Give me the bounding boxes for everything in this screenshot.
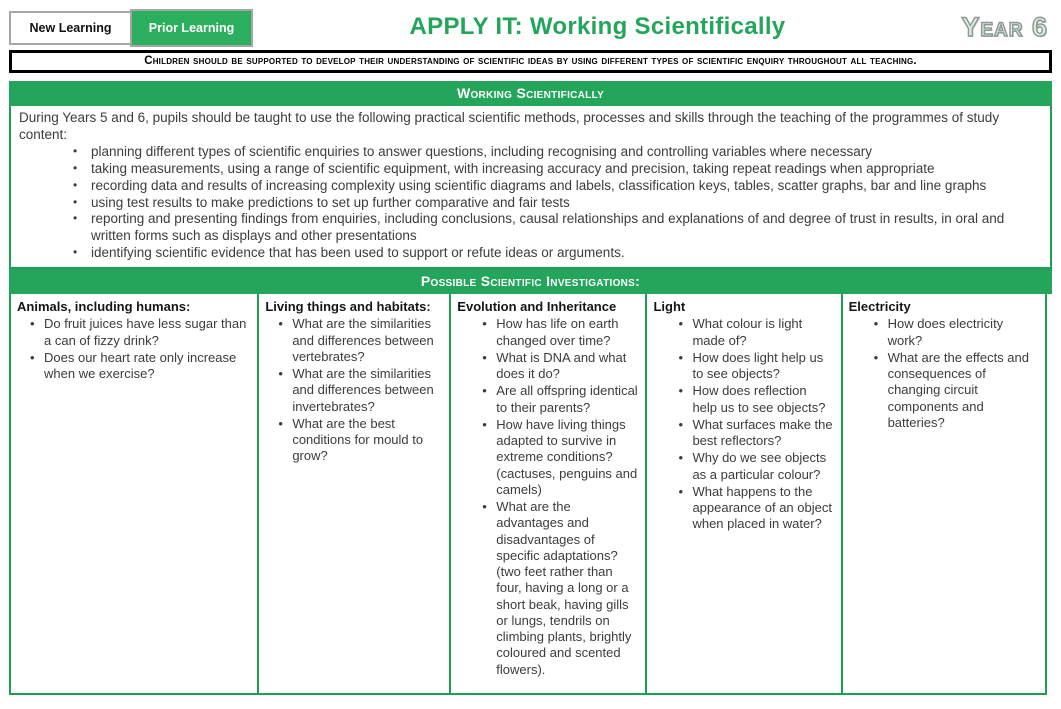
tab-prior-learning[interactable]: Prior Learning <box>130 9 253 47</box>
question-item: • Why do we see objects as a particular colour? <box>681 450 834 483</box>
question-item: • Do fruit juices have less sugar than a can of fizzy drink? <box>33 316 251 349</box>
question-item: • What happens to the appearance of an object when placed in water? <box>681 484 834 533</box>
question-item: • What are the similarities and differences between invertebrates? <box>281 366 443 415</box>
column-question-list <box>457 316 639 678</box>
investigations-heading: Possible Scientific Investigations: <box>9 269 1052 294</box>
working-scientifically-section <box>9 81 1052 269</box>
column-animals-including-humans <box>9 294 259 695</box>
column-question-list <box>265 316 443 464</box>
investigations-table <box>9 294 1052 695</box>
ws-bullet-list <box>19 144 1042 261</box>
statement-banner: Children should be supported to develop their understanding of scientific ideas by using different types of scientific enquiry throughout all teaching. <box>9 50 1052 73</box>
question-item: • How does light help us to see objects? <box>681 350 834 383</box>
question-item: • What are the best conditions for mould to grow? <box>281 416 443 465</box>
column-title: Light <box>653 299 686 314</box>
column-question-list <box>17 316 251 382</box>
ws-bullet: • identifying scientific evidence that has been used to support or refute ideas or arguments. <box>79 245 1042 262</box>
header <box>9 8 1052 48</box>
question-item: • How have living things adapted to survive in extreme conditions? (cactuses, penguins and camels) <box>485 417 639 498</box>
column-question-list <box>653 316 834 532</box>
working-scientifically-body <box>9 106 1052 269</box>
question-item: • How does electricity work? <box>877 316 1040 349</box>
column-light <box>645 294 842 695</box>
question-item: • How has life on earth changed over time? <box>485 316 639 349</box>
question-item: • What is DNA and what does it do? <box>485 350 639 383</box>
column-question-list <box>849 316 1040 431</box>
question-item: • What are the advantages and disadvantages of specific adaptations? (two feet rather than four, having a long or a short beak, having gills or lungs, tendrils on climbing plants, brightly coloured and scented flowers). <box>485 499 639 678</box>
question-item: • Does our heart rate only increase when we exercise? <box>33 350 251 383</box>
year-badge: Year 6 <box>961 12 1048 42</box>
question-item: • How does reflection help us to see objects? <box>681 383 834 416</box>
column-title: Evolution and Inheritance <box>457 299 617 314</box>
question-item: • What surfaces make the best reflectors? <box>681 417 834 450</box>
ws-bullet: • recording data and results of increasing complexity using scientific diagrams and labels, classification keys, tables, scatter graphs, bar and line graphs <box>79 178 1042 195</box>
ws-intro-text: During Years 5 and 6, pupils should be taught to use the following practical scientific methods, processes and skills through the teaching of the programmes of study content: <box>19 110 1000 142</box>
column-electricity <box>841 294 1048 695</box>
column-evolution-and-inheritance <box>449 294 647 695</box>
ws-bullet: • planning different types of scientific enquiries to answer questions, including recognising and controlling variables where necessary <box>79 144 1042 161</box>
investigations-section <box>9 269 1052 695</box>
column-living-things-and-habitats <box>257 294 451 695</box>
ws-bullet: • taking measurements, using a range of scientific equipment, with increasing accuracy and precision, taking repeat readings when appropriate <box>79 161 1042 178</box>
question-item: • What are the similarities and differences between vertebrates? <box>281 316 443 365</box>
working-scientifically-heading: Working Scientifically <box>9 81 1052 106</box>
ws-bullet: • reporting and presenting findings from enquiries, including conclusions, causal relationships and explanations of and degree of trust in results, in oral and written forms such as displays and other presentations <box>79 211 1042 244</box>
question-item: • What colour is light made of? <box>681 316 834 349</box>
column-title: Living things and habitats: <box>265 299 431 314</box>
question-item: • Are all offspring identical to their parents? <box>485 383 639 416</box>
question-item: • What are the effects and consequences of changing circuit components and batteries? <box>877 350 1040 431</box>
column-title: Animals, including humans: <box>17 299 191 314</box>
ws-bullet: • using test results to make predictions to set up further comparative and fair tests <box>79 195 1042 212</box>
tab-group <box>9 11 253 47</box>
tab-new-learning[interactable]: New Learning <box>9 11 132 45</box>
page-title: APPLY IT: Working Scientifically <box>409 13 786 40</box>
column-title: Electricity <box>848 299 911 314</box>
